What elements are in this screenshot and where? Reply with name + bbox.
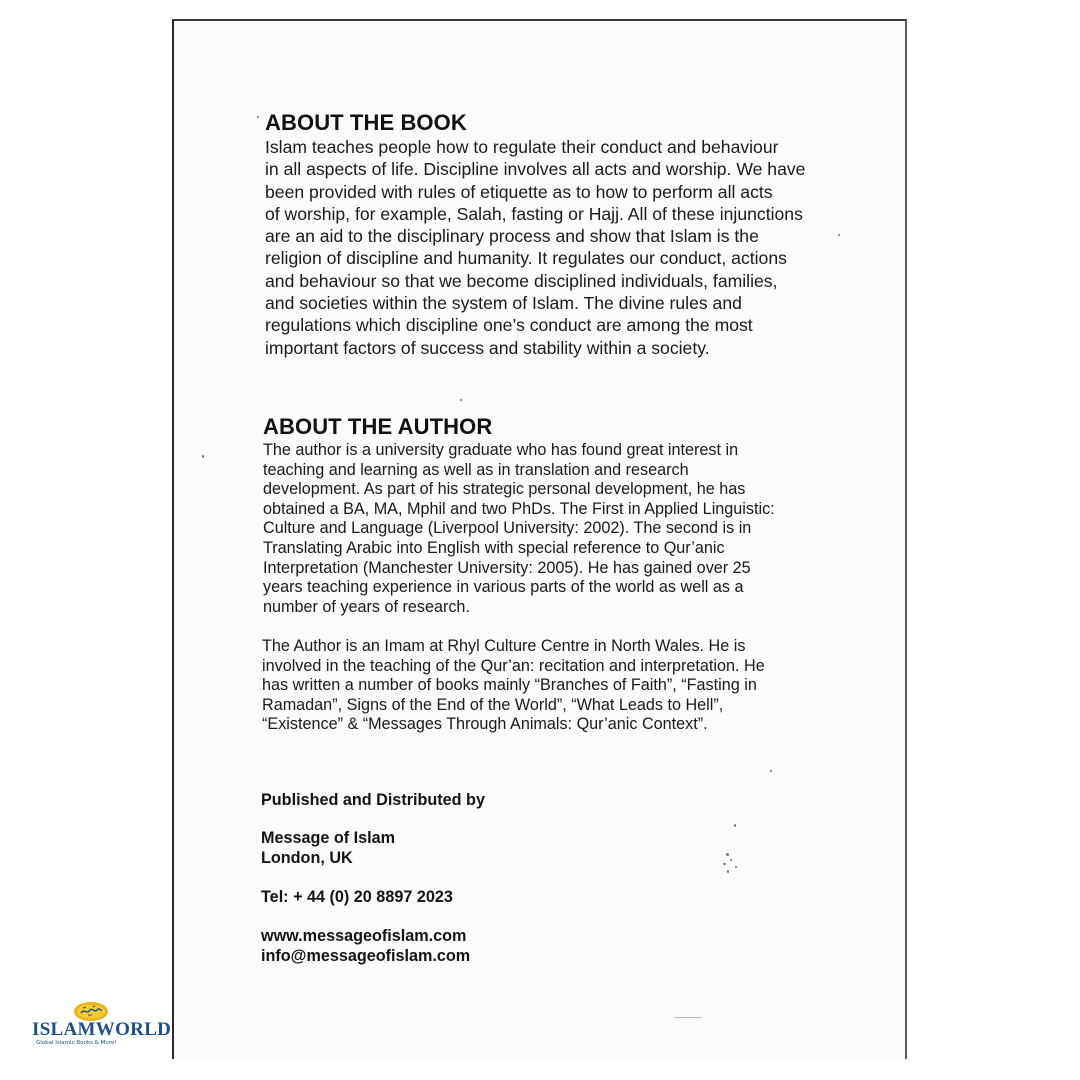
logo-wordmark: ISLAMWORLD (32, 1019, 172, 1040)
scan-speck (726, 853, 729, 856)
scan-speck (723, 863, 726, 865)
scan-speck (460, 399, 462, 401)
publisher-address: Message of Islam London, UK (261, 829, 396, 867)
about-book-heading: ABOUT THE BOOK (265, 110, 467, 135)
publisher-web-email: www.messageofislam.com info@messageofislam.com (261, 927, 471, 965)
scan-speck (734, 824, 736, 827)
publisher-phone: Tel: + 44 (0) 20 8897 2023 (261, 888, 453, 906)
scan-speck (674, 1017, 702, 1018)
book-back-cover (172, 19, 907, 1059)
publisher-heading: Published and Distributed by (261, 791, 485, 809)
scan-speck (770, 770, 772, 772)
logo-tagline: Global Islamic Books & More! (36, 1040, 117, 1046)
islamworld-logo (30, 1001, 172, 1049)
about-author-heading: ABOUT THE AUTHOR (263, 414, 493, 439)
scan-speck (838, 234, 840, 236)
about-book-text: Islam teaches people how to regulate their conduct and behaviour in all aspects of life. Discipline involves all acts and worship. We have been provided with rules of etiquette as to how to perform all acts of worship, for example, Salah, fasting or Hajj. All of these injunctions are an aid to the disciplinary process and show that Islam is the religion of discipline and humanity. It regulates our conduct, actions and behaviour so that we become disciplined individuals, families, and societies within the system of Islam. The divine rules and regulations which discipline one’s conduct are among the most important factors of success and stability within a society. (265, 137, 806, 358)
scan-speck (257, 116, 259, 118)
scan-speck (730, 859, 732, 861)
scan-speck (202, 455, 204, 458)
about-author-text: The author is a university graduate who has found great interest in teaching and learning as well as in translation and research development. As part of his strategic personal development, he has obtained a BA, MA, Mphil and two PhDs. The First in Applied Linguistic: Culture and Language (Liverpool University: 2002). The second is in Translating Arabic into English with special reference to Qur’anic Interpretation (Manchester University: 2005). He has gained over 25 years teaching experience in various parts of the world as well as a number of years of research. (263, 441, 775, 616)
scan-speck (735, 866, 737, 868)
scan-speck (727, 870, 729, 873)
author-books-text: The Author is an Imam at Rhyl Culture Centre in North Wales. He is involved in the teaching of the Qur’an: recitation and interpretation. He has written a number of books mainly “Branches of Faith”, “Fasting in Ramadan”, Signs of the End of the World”, “What Leads to Hell”, “Existence” & “Messages Through Animals: Qur’anic Context”. (262, 637, 765, 734)
